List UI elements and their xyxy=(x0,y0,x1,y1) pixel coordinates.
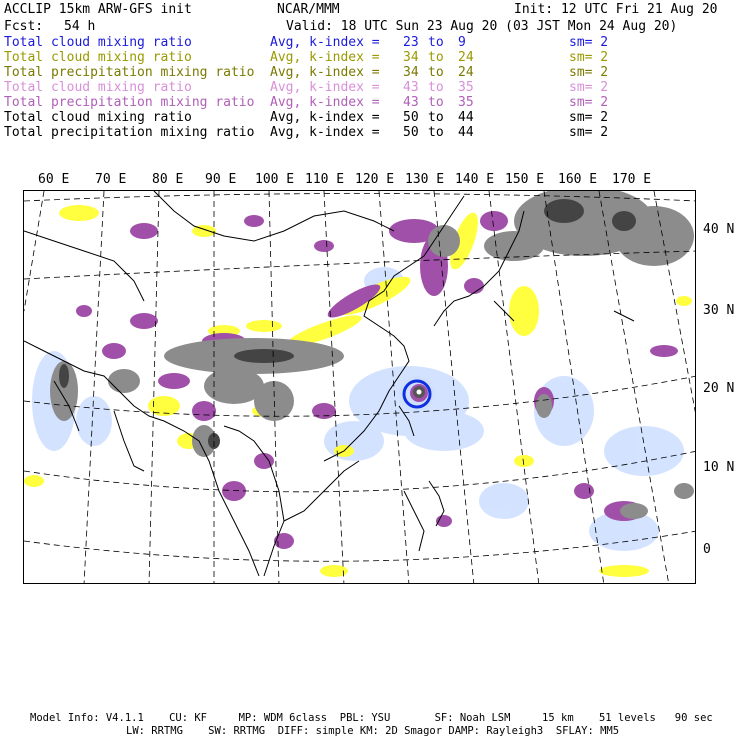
longitude-label: 120 E xyxy=(355,172,395,187)
legend-k-from: 43 xyxy=(403,80,419,95)
legend-field-name: Total cloud mixing ratio xyxy=(4,110,192,125)
legend-field-name: Total cloud mixing ratio xyxy=(4,35,192,50)
legend-to-label: to xyxy=(428,50,444,65)
legend-field-name: Total precipitation mixing ratio xyxy=(4,125,255,140)
legend-k-to: 35 xyxy=(458,95,474,110)
longitude-label: 100 E xyxy=(255,172,295,187)
legend-k-from: 34 xyxy=(403,65,419,80)
legend-k-to: 24 xyxy=(458,50,474,65)
legend-smoothing: sm= 2 xyxy=(569,125,609,140)
legend-smoothing: sm= 2 xyxy=(569,80,609,95)
longitude-label: 140 E xyxy=(455,172,495,187)
legend-field-name: Total precipitation mixing ratio xyxy=(4,95,255,110)
map-panel xyxy=(23,190,696,584)
legend-k-to: 9 xyxy=(458,35,466,50)
legend-k-from: 23 xyxy=(403,35,419,50)
legend-field-name: Total cloud mixing ratio xyxy=(4,80,192,95)
legend-to-label: to xyxy=(428,80,444,95)
legend-k-from: 43 xyxy=(403,95,419,110)
longitude-label: 90 E xyxy=(205,172,237,187)
legend-k-from: 50 xyxy=(403,125,419,140)
latitude-label: 10 N xyxy=(703,460,735,475)
legend-to-label: to xyxy=(428,110,444,125)
legend-smoothing: sm= 2 xyxy=(569,65,609,80)
model-title: ACCLIP 15km ARW-GFS init xyxy=(4,2,192,17)
forecast-hours: 54 h xyxy=(64,19,96,34)
latitude-label: 40 N xyxy=(703,222,735,237)
legend-smoothing: sm= 2 xyxy=(569,110,609,125)
legend-smoothing: sm= 2 xyxy=(569,95,609,110)
legend-field-name: Total cloud mixing ratio xyxy=(4,50,192,65)
legend-avg-label: Avg, k-index = xyxy=(270,110,380,125)
legend-avg-label: Avg, k-index = xyxy=(270,80,380,95)
footer-physics-info: LW: RRTMG SW: RRTMG DIFF: simple KM: 2D Smagor DAMP: Rayleigh3 SFLAY: MM5 xyxy=(126,725,620,737)
typhoon-feature xyxy=(399,376,435,412)
longitude-label: 60 E xyxy=(38,172,70,187)
valid-time: Valid: 18 UTC Sun 23 Aug 20 (03 JST Mon 24 Aug 20) xyxy=(286,19,678,34)
legend-field-name: Total precipitation mixing ratio xyxy=(4,65,255,80)
legend-smoothing: sm= 2 xyxy=(569,50,609,65)
forecast-label: Fcst: xyxy=(4,19,44,34)
legend-k-from: 34 xyxy=(403,50,419,65)
init-time: Init: 12 UTC Fri 21 Aug 20 xyxy=(514,2,718,17)
legend-to-label: to xyxy=(428,95,444,110)
footer-model-info: Model Info: V4.1.1 CU: KF MP: WDM 6class PBL: YSU SF: Noah LSM 15 km 51 levels 90 sec xyxy=(30,712,713,724)
longitude-label: 150 E xyxy=(505,172,545,187)
legend-avg-label: Avg, k-index = xyxy=(270,125,380,140)
legend-smoothing: sm= 2 xyxy=(569,35,609,50)
latitude-label: 30 N xyxy=(703,303,735,318)
legend-avg-label: Avg, k-index = xyxy=(270,65,380,80)
legend-avg-label: Avg, k-index = xyxy=(270,50,380,65)
longitude-label: 70 E xyxy=(95,172,127,187)
legend-k-to: 44 xyxy=(458,110,474,125)
longitude-label: 160 E xyxy=(558,172,598,187)
gray-cloud-layer xyxy=(50,191,694,519)
legend-k-from: 50 xyxy=(403,110,419,125)
legend-k-to: 24 xyxy=(458,65,474,80)
legend-to-label: to xyxy=(428,125,444,140)
legend-avg-label: Avg, k-index = xyxy=(270,35,380,50)
longitude-label: 80 E xyxy=(152,172,184,187)
organization: NCAR/MMM xyxy=(277,2,340,17)
latitude-label: 0 xyxy=(703,542,711,557)
legend-k-to: 44 xyxy=(458,125,474,140)
longitude-label: 130 E xyxy=(405,172,445,187)
longitude-label: 170 E xyxy=(612,172,652,187)
legend-avg-label: Avg, k-index = xyxy=(270,95,380,110)
legend-to-label: to xyxy=(428,65,444,80)
map-svg xyxy=(24,191,696,584)
legend-k-to: 35 xyxy=(458,80,474,95)
longitude-label: 110 E xyxy=(305,172,345,187)
latitude-label: 20 N xyxy=(703,381,735,396)
legend-to-label: to xyxy=(428,35,444,50)
